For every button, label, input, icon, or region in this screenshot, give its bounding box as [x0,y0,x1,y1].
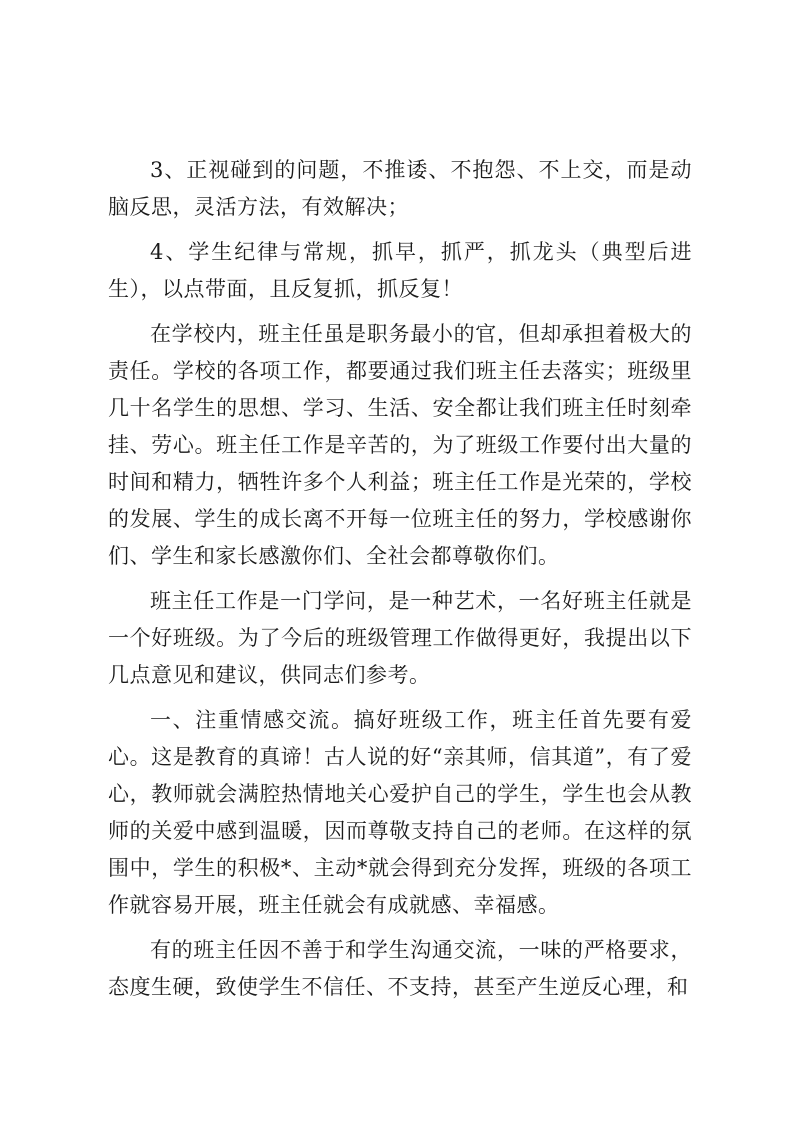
paragraph-class-teacher-role: 在学校内，班主任虽是职务最小的官，但却承担着极大的责任。学校的各项工作，都要通过我们班主任去落实；班级里几十名学生的思想、学习、生活、安全都让我们班主任时刻牵挂、劳心。班主任工作是辛苦的，为了班级工作要付出大量的时间和精力，牺牲许多个人利益；班主任工作是光荣的，学校的发展、学生的成长离不开每一位班主任的努力，学校感谢你们、学生和家长感激你们、全社会都尊敬你们。 [108,322,692,568]
paragraph-communication-problems: 有的班主任因不善于和学生沟通交流，一味的严格要求，态度生硬，致使学生不信任、不支持，甚至产生逆反心理，和 [108,938,692,999]
document-body [108,152,692,1014]
paragraph-item-3: 3、正视碰到的问题，不推诿、不抱怨、不上交，而是动脑反思，灵活方法，有效解决； [108,158,692,219]
paragraph-suggestions-intro: 班主任工作是一门学问，是一种艺术，一名好班主任就是一个好班级。为了今后的班级管理工作做得更好，我提出以下几点意见和建议，供同志们参考。 [108,589,692,687]
paragraph-item-4: 4、学生纪律与常规，抓早，抓严，抓龙头（典型后进生），以点带面，且反复抓，抓反复！ [108,240,692,301]
paragraph-emotional-communication: 一、注重情感交流。搞好班级工作，班主任首先要有爱心。这是教育的真谛！古人说的好“亲其师，信其道”，有了爱心，教师就会满腔热情地关心爱护自己的学生，学生也会从教师的关爱中感到温暖，因而尊敬支持自己的老师。在这样的氛围中，学生的积极*、主动*就会得到充分发挥，班级的各项工作就容易开展，班主任就会有成就感、幸福感。 [108,708,692,917]
